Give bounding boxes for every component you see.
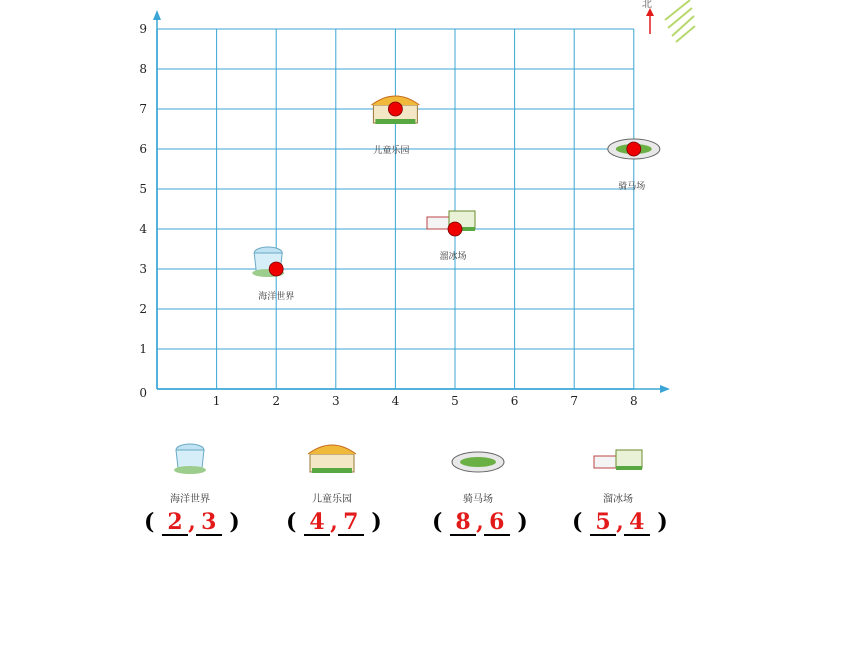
answer-place-name: 骑马场: [463, 494, 493, 505]
answer-x: 5: [590, 510, 616, 536]
y-tick-label: 9: [139, 22, 147, 36]
location-dot: [269, 262, 283, 276]
x-tick-label: 8: [629, 394, 638, 408]
y-tick-label: 7: [139, 102, 147, 116]
x-tick-label: 2: [272, 394, 281, 408]
y-tick-label: 1: [139, 342, 147, 356]
north-arrow: [642, 0, 654, 34]
y-tick-label: 5: [139, 182, 147, 196]
coordinate-answer: ( 2 , 3 ): [144, 509, 240, 535]
x-tick-label: 6: [510, 394, 519, 408]
location-dot: [448, 222, 462, 236]
x-tick-label: 4: [391, 394, 400, 408]
answer-place-name: 海洋世界: [170, 494, 210, 505]
coordinate-answer: ( 4 , 7 ): [286, 509, 382, 535]
answer-x: 4: [304, 510, 330, 536]
location-dot: [388, 102, 402, 116]
answer-place-name: 儿童乐园: [312, 494, 352, 505]
answer-y: 6: [484, 510, 510, 536]
y-tick-label: 3: [139, 262, 147, 276]
coordinate-answer: ( 5 , 4 ): [572, 509, 668, 535]
y-tick-label: 6: [139, 142, 147, 156]
y-axis-arrow: [153, 10, 161, 20]
y-tick-label: 0: [139, 386, 147, 400]
location-dot: [627, 142, 641, 156]
x-tick-label: 7: [570, 394, 579, 408]
y-tick-label: 8: [139, 62, 147, 76]
answer-y: 7: [338, 510, 364, 536]
north-label: 北: [642, 0, 652, 10]
corner-decoration: [665, 0, 695, 42]
x-tick-label: 1: [212, 394, 221, 408]
y-tick-label: 2: [139, 302, 147, 316]
x-axis-arrow: [660, 385, 670, 393]
answer-place-name: 溜冰场: [603, 494, 633, 505]
place-label: 儿童乐园: [373, 146, 410, 156]
place-label: 海洋世界: [258, 292, 295, 302]
place-ocean: [252, 247, 294, 302]
answer-x: 8: [450, 510, 476, 536]
place-ice: [427, 211, 475, 262]
x-tick-label: 3: [331, 394, 340, 408]
y-tick-label: 4: [139, 222, 147, 236]
coordinate-answer: ( 8 , 6 ): [432, 509, 528, 535]
answer-y: 4: [624, 510, 650, 536]
answer-y: 3: [196, 510, 222, 536]
place-label: 溜冰场: [439, 252, 467, 262]
answer-x: 2: [162, 510, 188, 536]
x-tick-label: 5: [451, 394, 459, 408]
place-label: 骑马场: [618, 182, 646, 192]
